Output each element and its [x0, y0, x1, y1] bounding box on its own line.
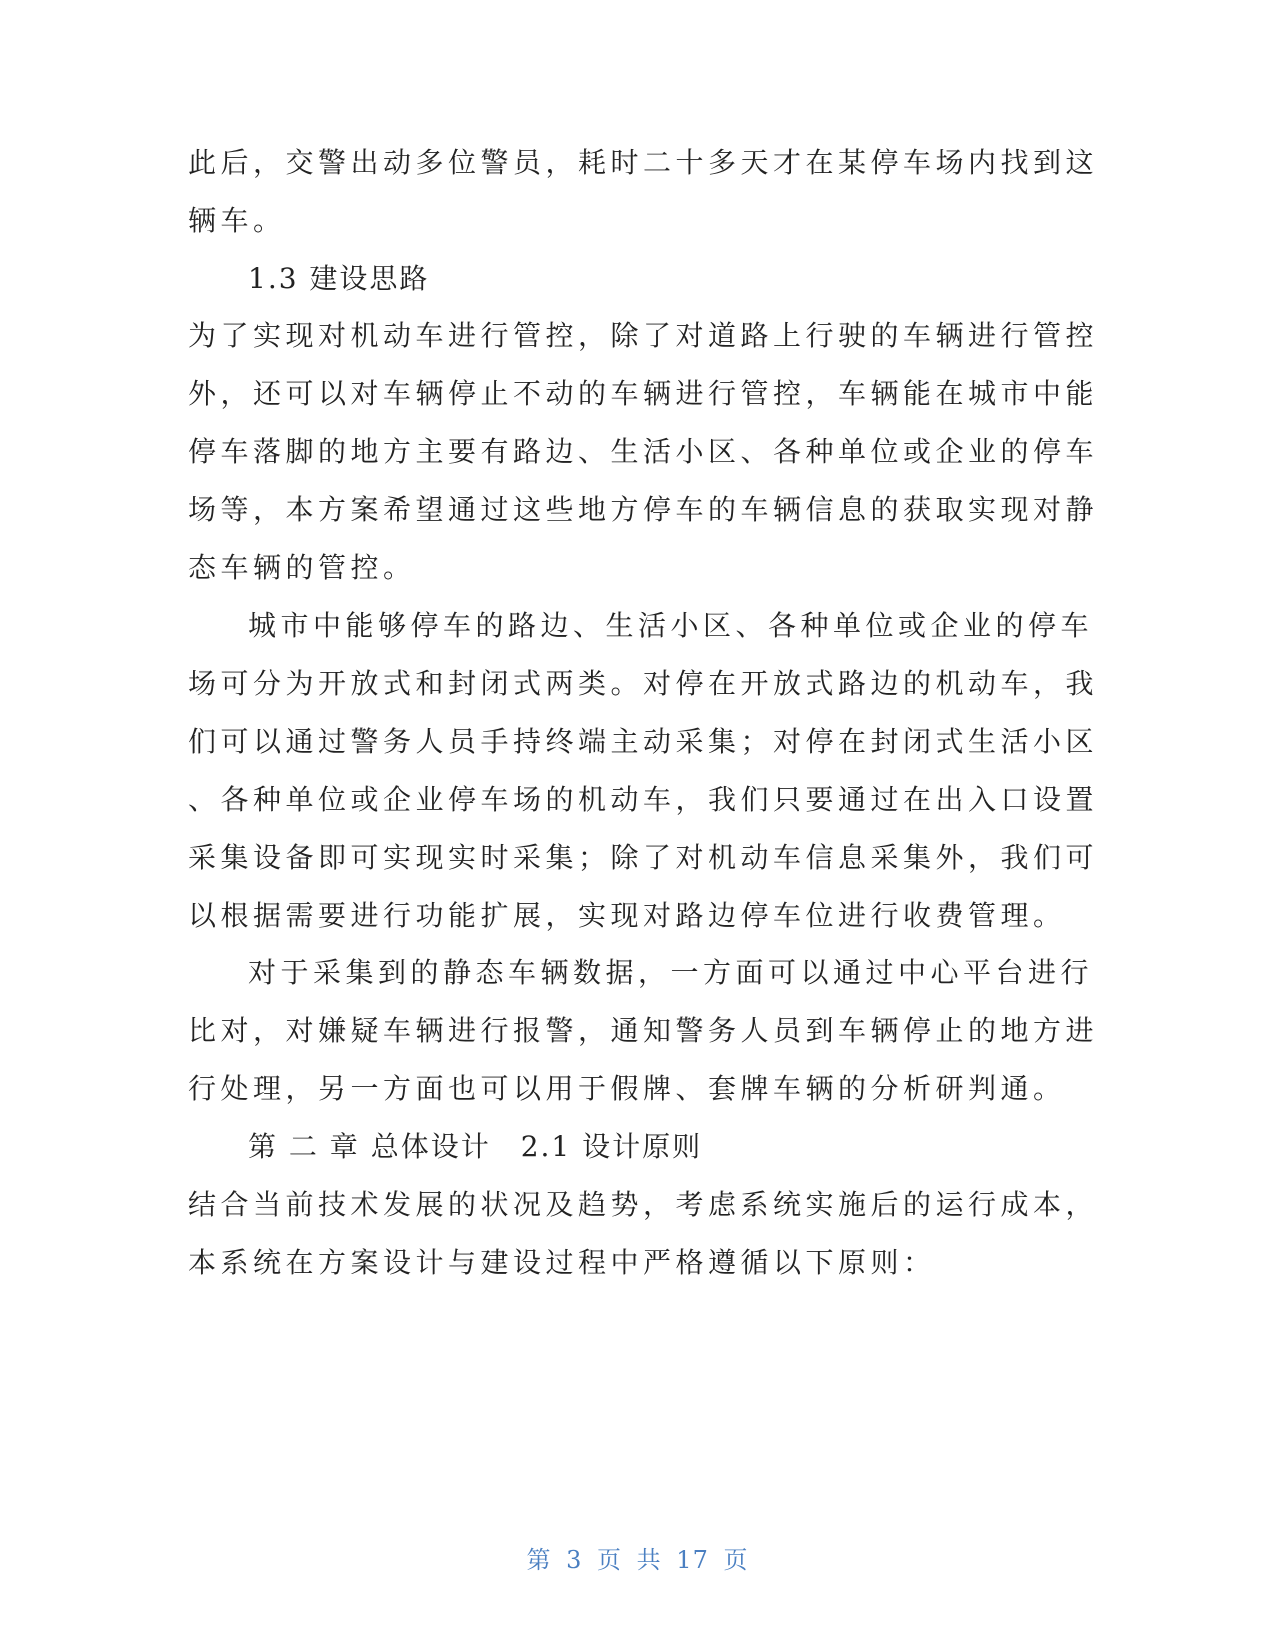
body-text-line: 场可分为开放式和封闭式两类。对停在开放式路边的机动车，我: [188, 667, 1099, 700]
body-text-line: 城市中能够停车的路边、生活小区、各种单位或企业的停车: [248, 609, 1094, 642]
body-text-line: 结合当前技术发展的状况及趋势，考虑系统实施后的运行成本，: [188, 1188, 1099, 1221]
body-text-line: 行处理，另一方面也可以用于假牌、套牌车辆的分析研判通。: [188, 1072, 1066, 1105]
page-number-footer: 第 3 页 共 17 页: [526, 1546, 749, 1574]
body-text-line: 场等，本方案希望通过这些地方停车的车辆信息的获取实现对静: [188, 493, 1099, 526]
body-text-line: 们可以通过警务人员手持终端主动采集；对停在封闭式生活小区: [188, 725, 1099, 758]
section-heading: 1.3 建设思路: [248, 262, 430, 295]
body-text-line: 为了实现对机动车进行管控，除了对道路上行驶的车辆进行管控: [188, 319, 1099, 352]
body-text-line: 对于采集到的静态车辆数据，一方面可以通过中心平台进行: [248, 956, 1094, 989]
body-text-line: 本系统在方案设计与建设过程中严格遵循以下原则：: [188, 1246, 936, 1279]
body-text-line: 采集设备即可实现实时采集；除了对机动车信息采集外，我们可: [188, 841, 1099, 874]
chapter-heading: 第 二 章 总体设计 2.1 设计原则: [248, 1130, 703, 1163]
body-text-line: 外，还可以对车辆停止不动的车辆进行管控，车辆能在城市中能: [188, 377, 1099, 410]
body-text-line: 以根据需要进行功能扩展，实现对路边停车位进行收费管理。: [188, 899, 1066, 932]
body-text-line: 、各种单位或企业停车场的机动车，我们只要通过在出入口设置: [188, 783, 1099, 816]
body-text-line: 停车落脚的地方主要有路边、生活小区、各种单位或企业的停车: [188, 435, 1099, 468]
body-text-line: 比对，对嫌疑车辆进行报警，通知警务人员到车辆停止的地方进: [188, 1014, 1099, 1047]
body-text-line: 辆车。: [188, 204, 286, 237]
body-text-line: 态车辆的管控。: [188, 551, 416, 584]
body-text-line: 此后，交警出动多位警员，耗时二十多天才在某停车场内找到这: [188, 146, 1099, 179]
